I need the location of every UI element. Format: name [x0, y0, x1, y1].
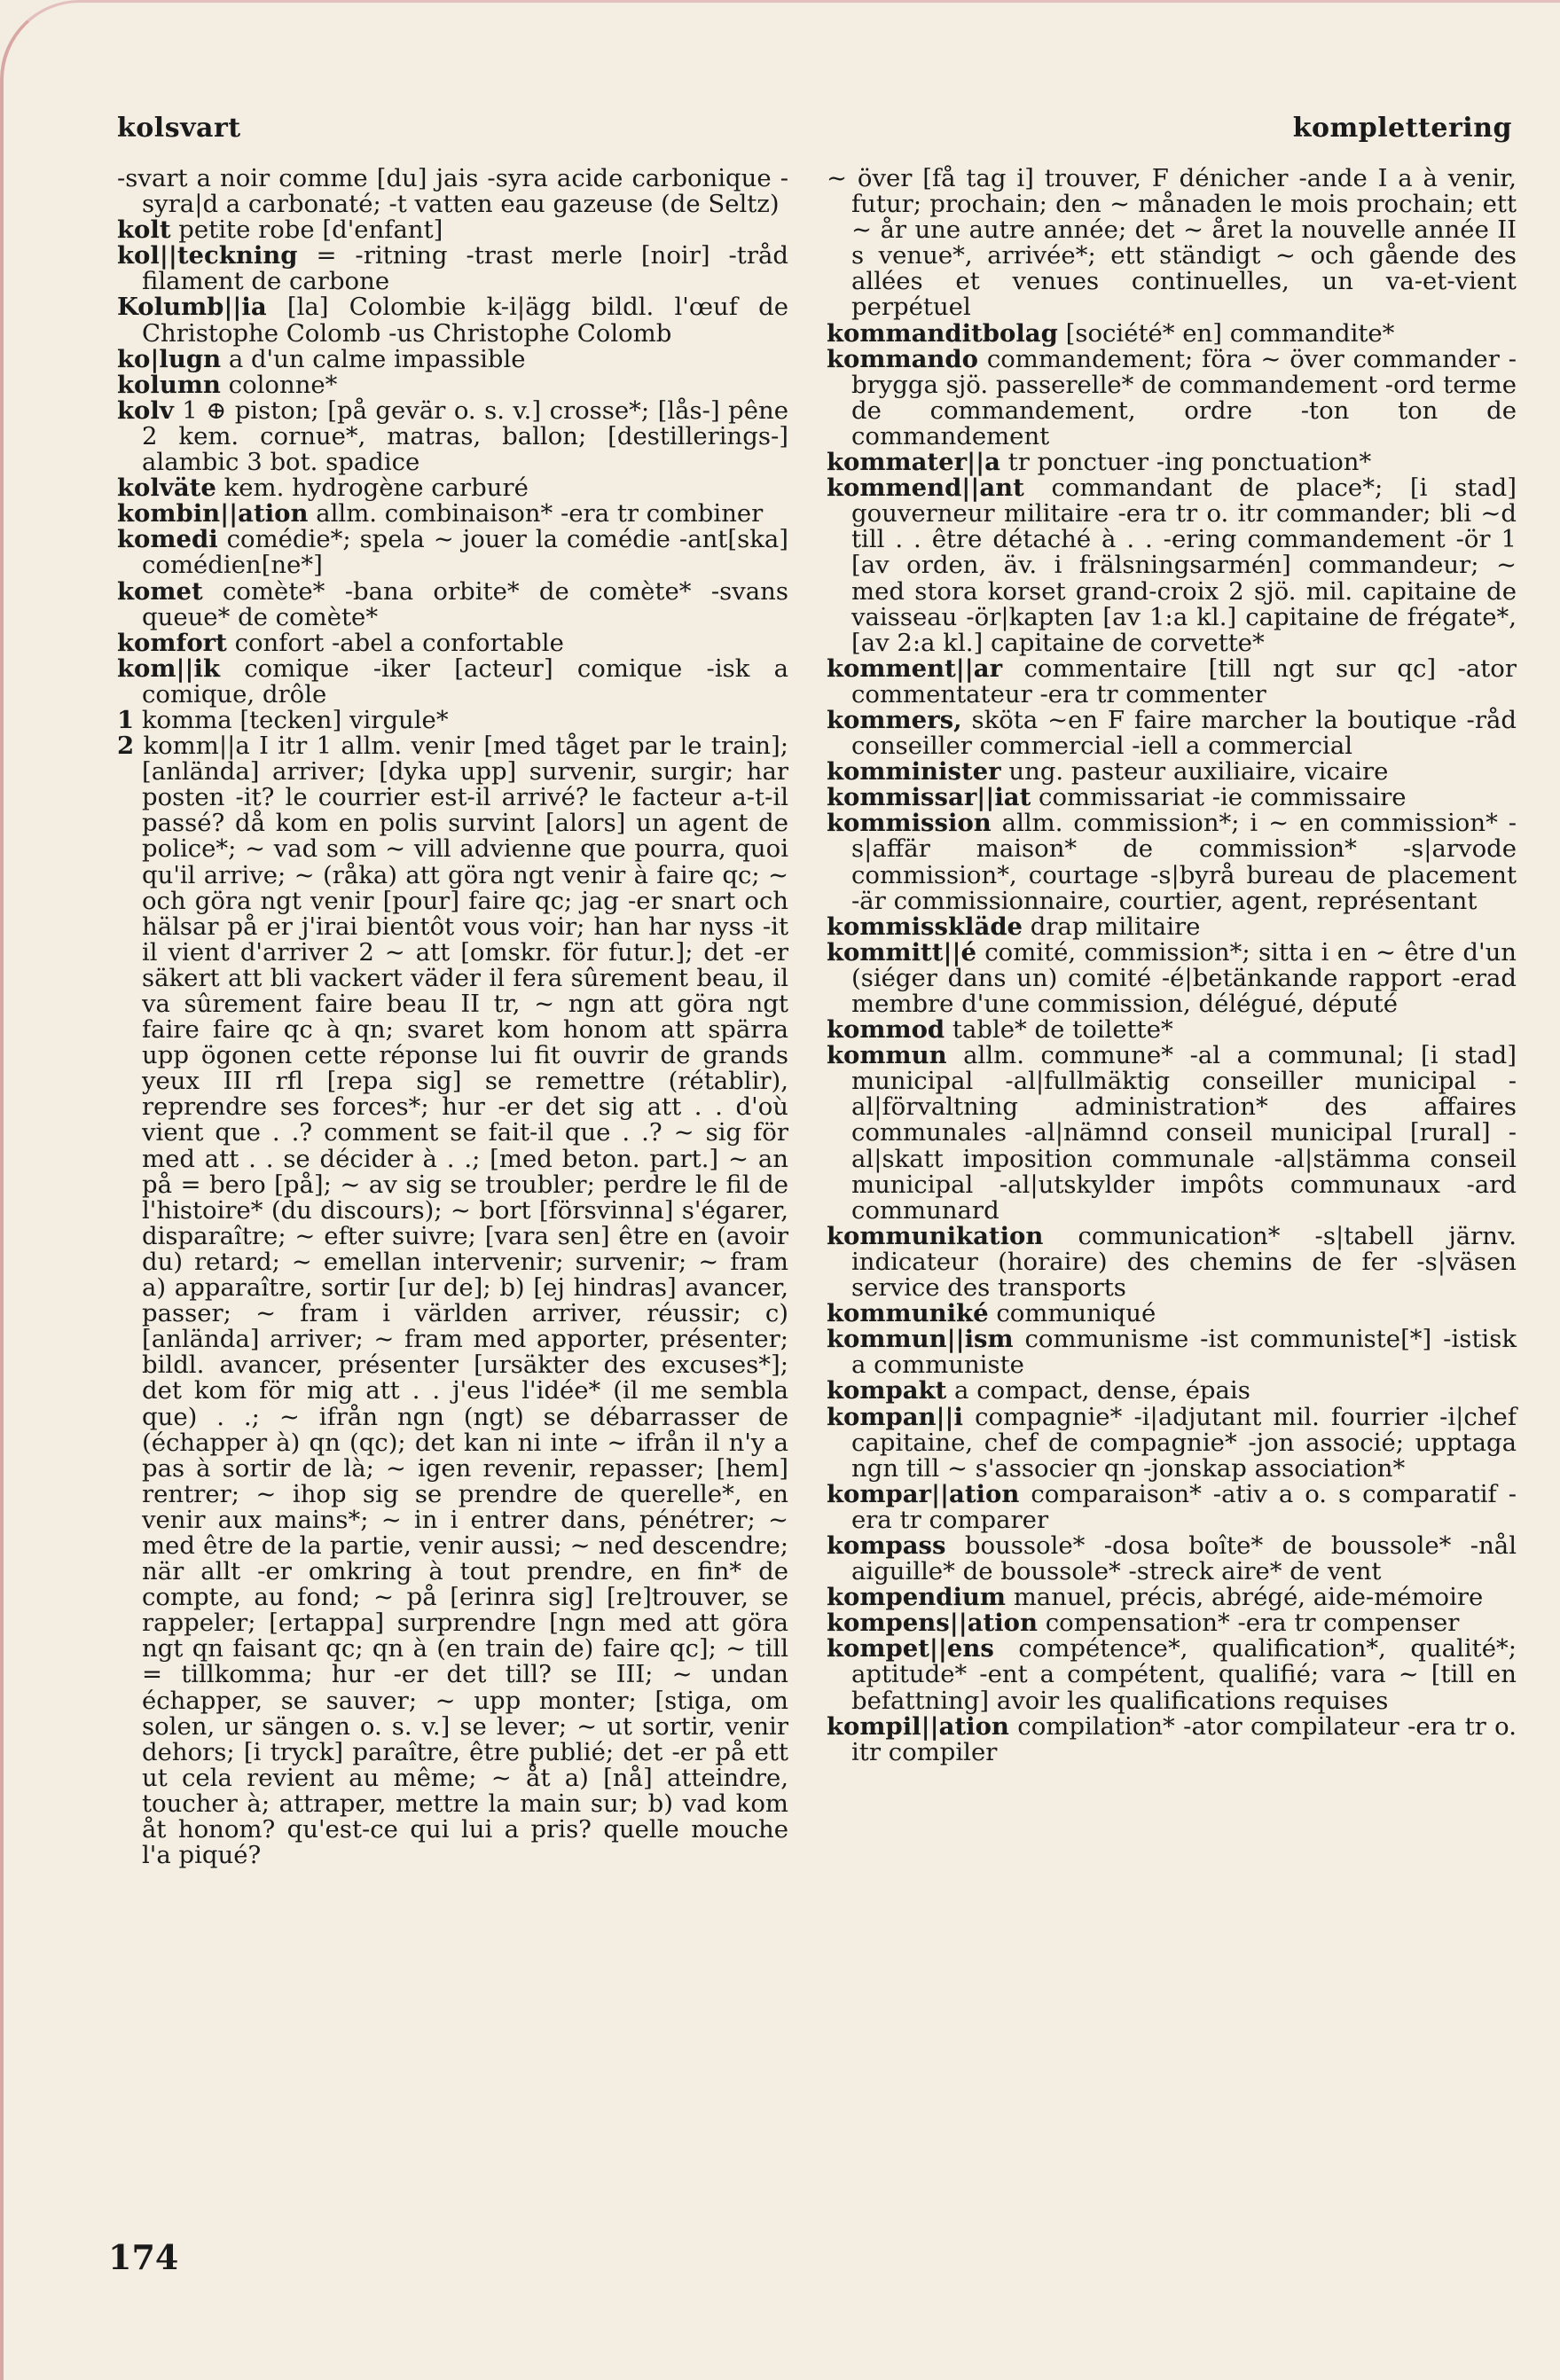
dictionary-entry: -svart a noir comme [du] jais -syra acide carbonique -syra|d a carbonaté; -t vatten eau gazeuse (de Seltz): [117, 164, 788, 219]
headword: kommater||a: [827, 448, 1000, 477]
headword: kommunikation: [827, 1221, 1044, 1250]
dictionary-entry: kompens||ation compensation* -era tr compenser: [827, 1609, 1460, 1638]
headword: kombin||ation: [117, 499, 309, 528]
headword: kommitt||é: [827, 937, 976, 967]
dictionary-entry: komedi comédie*; spela ~ jouer la comédie -ant[ska] comédien[ne*]: [117, 525, 788, 580]
headword: kol||teckning: [117, 241, 298, 270]
headword: kompar||ation: [827, 1479, 1020, 1508]
headword: komfort: [117, 628, 227, 657]
headword: kompan||i: [827, 1402, 963, 1431]
headword: kommando: [827, 344, 978, 373]
running-head-right: komplettering: [1292, 113, 1512, 144]
running-head-left: kolsvart: [117, 113, 241, 144]
dictionary-entry: kolt petite robe [d'enfant]: [117, 215, 443, 245]
dictionary-entry: kompet||ens compétence*, qualification*, qualité*; aptitude* -ent a compétent, qualifié; vara ~ [till en befattning] avoir les qualifications requises: [827, 1634, 1517, 1715]
headword: kompass: [827, 1531, 946, 1560]
headword: komminister: [827, 757, 1001, 787]
dictionary-entry: kompendium manuel, précis, abrégé, aide-mémoire: [827, 1583, 1484, 1612]
headword: kolväte: [117, 474, 216, 503]
dictionary-entry: 2 komm||a I itr 1 allm. venir [med tåget par le train]; [anlända] arriver; [dyka upp] survenir, surgir; har posten -it? le courrier est-il arrivé? le facteur a-t-il passé? då kom en polis survint [alors] un agent de police*; ~ vad som ~ vill advienne que pourra, quoi qu'il arrive; ~ (råka) att göra ngt venir à faire qc; ~ och göra ngt venir [pour] faire qc; jag -er snart och hälsar på er j'irai bientôt vous voir; han har nyss -it il vient d'arriver 2 ~ att [omskr. för futur.]; det -er säkert att bli vackert väder il fera sûrement beau, il va sûrement faire beau II tr, ~ ngn att göra ngt faire faire qc à qn; svaret kom honom att spärra upp ögonen cette réponse lui fit ouvrir de grands yeux III rfl [repa sig] se remettre (rétablir), reprendre ses forces*; hur -er det sig att . . d'où vient que . .? comment se fait-il que . .? ~ sig för med att . . se décider à . .; [med beton. part.] ~ an på = bero [på]; ~ av sig se troubler; perdre le fil de l'histoire* (du discours); ~ bort [försvinna] s'égarer, disparaître; ~ efter suivre; [vara sen] être en (avoir du) retard; ~ emellan intervenir; survenir; ~ fram a) apparaître, sortir [ur de]; b) [ej hindras] avancer, passer; ~ fram i världen arriver, réussir; c) [anlända] arriver; ~ fram med apporter, présenter; bildl. avancer, présenter [ursäkter des excuses*]; det kom för mig att . . j'eus l'idée* (il me sembla que) . .; ~ ifrån ngn (ngt) se débarrasser de (échapper à) qn (qc); det kan ni inte ~ ifrån il n'y a pas à sortir de là; ~ igen revenir, repasser; [hem] rentrer; ~ ihop sig se prendre de querelle*, en venir aux mains*; ~ in i entrer dans, pénétrer; ~ med être de la partie, venir aussi; ~ ned descendre; när allt -er omkring à tout prendre, en fin* de compte, au fond; ~ på [erinra sig] [re]trouver, se rappeler; [ertappa] surprendre [ngn med att göra ngt qn faisant qc; qn à (en train de) faire qc]; ~ till = tillkomma; hur -er det till? se III; ~ undan échapper, se sauver; ~ upp monter; [stiga, om solen, ur sängen o. s. v.] se lever; ~ ut sortir, venir dehors; [i tryck] paraître, être publié; det -er på ett ut cela revient au même; ~ åt a) [nå] atteindre, toucher à; attraper, mettre la main sur; b) vad kom åt honom? qu'est-ce qui lui a pris? quelle mouche l'a piqué?: [117, 732, 788, 1870]
dictionary-entry: ko|lugn a d'un calme impassible: [117, 344, 526, 373]
dictionary-entry: kommunikation communication* -s|tabell järnv. indicateur (horaire) des chemins de fer -s|väsen service des transports: [827, 1221, 1517, 1303]
dictionary-entry: komfort confort -abel a confortable: [117, 628, 564, 657]
dictionary-entry: komminister ung. pasteur auxiliaire, vicaire: [827, 757, 1389, 787]
headword: kolt: [117, 215, 171, 245]
dictionary-entry: kommisskläde drap militaire: [827, 912, 1201, 941]
dictionary-entry: kolväte kem. hydrogène carburé: [117, 474, 529, 503]
dictionary-entry: kol||teckning = -ritning -trast merle [noir] -tråd filament de carbone: [117, 241, 788, 296]
headword: komment||ar: [827, 654, 1003, 683]
headword: ko|lugn: [117, 344, 222, 373]
headword: Kolumb||ia: [117, 293, 267, 322]
dictionary-entry: 1 komma [tecken] virgule*: [117, 705, 449, 734]
headword: komet: [117, 576, 203, 606]
dictionary-entry: kommanditbolag [société* en] commandite*: [827, 318, 1395, 348]
dictionary-entry: kommod table* de toilette*: [827, 1015, 1173, 1045]
headword: kommers,: [827, 705, 962, 734]
left-column: [117, 166, 788, 1868]
dictionary-entry: kommers, sköta ~en F faire marcher la boutique -råd conseiller commercial -iell a commercial: [827, 705, 1517, 761]
headword: kommanditbolag: [827, 318, 1058, 348]
headword: komedi: [117, 525, 218, 554]
dictionary-entry: kommun allm. commune* -al a communal; [i stad] municipal -al|fullmäktig conseiller municipal -al|förvaltning administration* des affaires communales -al|nämnd conseil municipal [rural] -al|skatt imposition communale -al|stämma conseil municipal -al|utskylder impôts communaux -ard communard: [827, 1041, 1517, 1225]
dictionary-entry: kommend||ant commandant de place*; [i stad] gouverneur militaire -era tr o. itr commander; bli ~d till . . être détaché à . . -ering commandement -ör 1 [av orden, äv. i frälsningsarmén] commandeur; ~ med stora korset grand-croix 2 sjö. mil. capitaine de vaisseau -ör|kapten [av 1:a kl.] capitaine de frégate*, [av 2:a kl.] capitaine de corvette*: [827, 474, 1517, 657]
headword: kommissar||iat: [827, 783, 1031, 812]
dictionary-entry: kommissar||iat commissariat -ie commissaire: [827, 783, 1407, 812]
dictionary-entry: komet comète* -bana orbite* de comète* -svans queue* de comète*: [117, 576, 788, 631]
headword: kompens||ation: [827, 1609, 1039, 1638]
headword: kommun||ism: [827, 1325, 1014, 1354]
headword: kompakt: [827, 1376, 947, 1405]
dictionary-entry: kompan||i compagnie* -i|adjutant mil. fourrier -i|chef capitaine, chef de compagnie* -jon associé; upptaga ngn till ~ s'associer qn -jonskap association*: [827, 1402, 1517, 1483]
dictionary-entry: Kolumb||ia [la] Colombie k-i|ägg bildl. l'œuf de Christophe Colomb -us Christophe Colomb: [117, 293, 788, 348]
dictionary-entry: kolumn colonne*: [117, 370, 338, 399]
headword: kompil||ation: [827, 1711, 1009, 1741]
headword: 2: [117, 732, 135, 761]
dictionary-entry: kom||ik comique -iker [acteur] comique -isk a comique, drôle: [117, 654, 788, 709]
headword: kommod: [827, 1015, 945, 1045]
headword: kolumn: [117, 370, 221, 399]
dictionary-entry: kompar||ation comparaison* -ativ a o. s comparatif -era tr comparer: [827, 1479, 1517, 1534]
headword: kolv: [117, 395, 174, 425]
dictionary-entry: kolv 1 ⊕ piston; [på gevär o. s. v.] crosse*; [lås-] pêne 2 kem. cornue*, matras, ballon; [destillerings-] alambic 3 bot. spadice: [117, 395, 788, 477]
headword: kommission: [827, 809, 992, 838]
dictionary-entry: kompil||ation compilation* -ator compilateur -era tr o. itr compiler: [827, 1711, 1517, 1766]
headword: kompet||ens: [827, 1634, 994, 1664]
dictionary-entry: kompakt a compact, dense, épais: [827, 1376, 1250, 1405]
page-number: 174: [108, 2237, 179, 2277]
headword: kommend||ant: [827, 474, 1024, 503]
dictionary-entry: kommando commandement; föra ~ över commander -brygga sjö. passerelle* de commandement -ord terme de commandement, ordre -ton ton de commandement: [827, 344, 1517, 450]
dictionary-entry: kommater||a tr ponctuer -ing ponctuation*: [827, 448, 1372, 477]
dictionary-entry: kommuniké communiqué: [827, 1299, 1156, 1328]
headword: kommun: [827, 1041, 947, 1070]
dictionary-entry: kommission allm. commission*; i ~ en commission* -s|affär maison* de commission* -s|arvode commission*, courtage -s|byrå bureau de placement -är commissionnaire, courtier, agent, représentant: [827, 809, 1517, 915]
dictionary-entry: kombin||ation allm. combinaison* -era tr combiner: [117, 499, 764, 528]
dictionary-entry: kommun||ism communisme -ist communiste[*] -istisk a communiste: [827, 1325, 1517, 1380]
headword: 1: [117, 705, 135, 734]
right-column: [827, 166, 1517, 1765]
dictionary-entry: kommitt||é comité, commission*; sitta i en ~ être d'un (siéger dans un) comité -é|betänkande rapport -erad membre d'une commission, délégué, député: [827, 937, 1517, 1018]
dictionary-entry: kompass boussole* -dosa boîte* de boussole* -nål aiguille* de boussole* -streck aire* de vent: [827, 1531, 1517, 1586]
dictionary-entry: ~ över [få tag i] trouver, F dénicher -ande I a à venir, futur; prochain; den ~ månaden le mois prochain; ett ~ år une autre année; det ~ året la nouvelle année II s venue*, arrivée*; ett ständigt ~ och gående des allées et venues continuelles, un va-et-vient perpétuel: [827, 164, 1517, 322]
dictionary-entry: komment||ar commentaire [till ngt sur qc] -ator commentateur -era tr commenter: [827, 654, 1517, 709]
headword: kompendium: [827, 1583, 1006, 1612]
headword: kom||ik: [117, 654, 221, 683]
headword: kommuniké: [827, 1299, 989, 1328]
headword: kommisskläde: [827, 912, 1023, 941]
